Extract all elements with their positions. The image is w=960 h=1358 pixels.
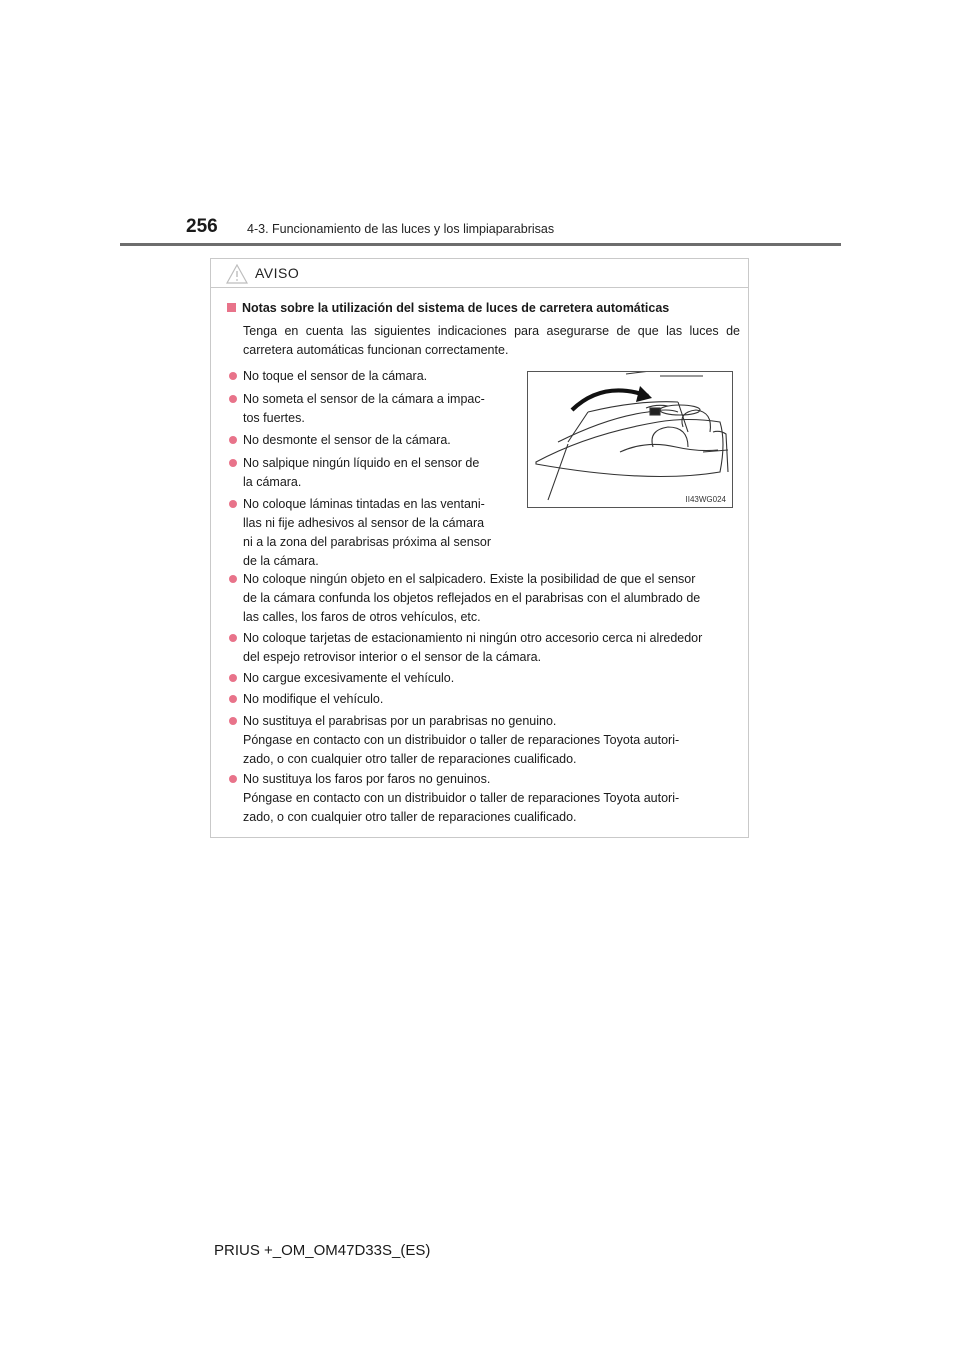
list-item: No coloque ningún objeto en el salpicadero. Existe la posibilidad de que el sensor de la cámara confunda los objetos reflejados en el parabrisas con el alumbrado de las calles, los faros de otros vehículos, etc. — [243, 570, 742, 627]
list-item: No sustituya los faros por faros no genuinos. Póngase en contacto con un distribuidor o taller de reparaciones Toyota autori- zado, o con cualquier otro taller de reparaciones cualificado. — [243, 770, 742, 827]
figure-code: II43WG024 — [685, 495, 726, 504]
bullet-icon — [229, 459, 237, 467]
list-item: No someta el sensor de la cámara a impac- tos fuertes. — [243, 390, 513, 428]
document-id: PRIUS +_OM_OM47D33S_(ES) — [214, 1242, 431, 1259]
bullet-icon — [229, 634, 237, 642]
pink-square-marker-icon — [227, 303, 236, 312]
car-interior-illustration-icon — [528, 372, 734, 509]
warning-subhead — [227, 301, 737, 315]
bullet-icon — [229, 717, 237, 725]
bullet-icon — [229, 372, 237, 380]
bullet-icon — [229, 436, 237, 444]
list-item: No toque el sensor de la cámara. — [243, 367, 513, 386]
list-item: No desmonte el sensor de la cámara. — [243, 431, 513, 450]
list-item: No coloque láminas tintadas en las ventani- llas ni fije adhesivos al sensor de la cámara ni a la zona del parabrisas próxima al sensor de la cámara. — [243, 495, 513, 571]
list-item: No modifique el vehículo. — [243, 690, 742, 709]
warning-triangle-icon — [226, 264, 248, 284]
section-title: 4-3. Funcionamiento de las luces y los limpiaparabrisas — [247, 222, 555, 236]
bullet-icon — [229, 575, 237, 583]
warning-label: AVISO — [255, 265, 300, 281]
list-item: No salpique ningún líquido en el sensor de la cámara. — [243, 454, 513, 492]
camera-sensor-illustration — [527, 371, 733, 508]
header-rule — [120, 243, 841, 246]
page-number: 256 — [186, 216, 218, 237]
bullet-icon — [229, 395, 237, 403]
bullet-icon — [229, 775, 237, 783]
list-item: No coloque tarjetas de estacionamiento ni ningún otro accesorio cerca ni alrededor del espejo retrovisor interior o el sensor de la cámara. — [243, 629, 742, 667]
warning-header — [211, 259, 748, 288]
warning-intro: Tenga en cuenta las siguientes indicaciones para asegurarse de que las luces de carretera automáticas funcionan correctamente. — [243, 324, 740, 357]
bullet-icon — [229, 500, 237, 508]
list-item: No cargue excesivamente el vehículo. — [243, 669, 742, 688]
bullet-icon — [229, 695, 237, 703]
warning-subhead-text: Notas sobre la utilización del sistema de luces de carretera automáticas — [242, 301, 670, 315]
list-item: No sustituya el parabrisas por un parabrisas no genuino. Póngase en contacto con un distribuidor o taller de reparaciones Toyota autori- zado, o con cualquier otro taller de reparaciones cualificado. — [243, 712, 742, 769]
warning-box — [210, 258, 749, 838]
bullet-icon — [229, 674, 237, 682]
